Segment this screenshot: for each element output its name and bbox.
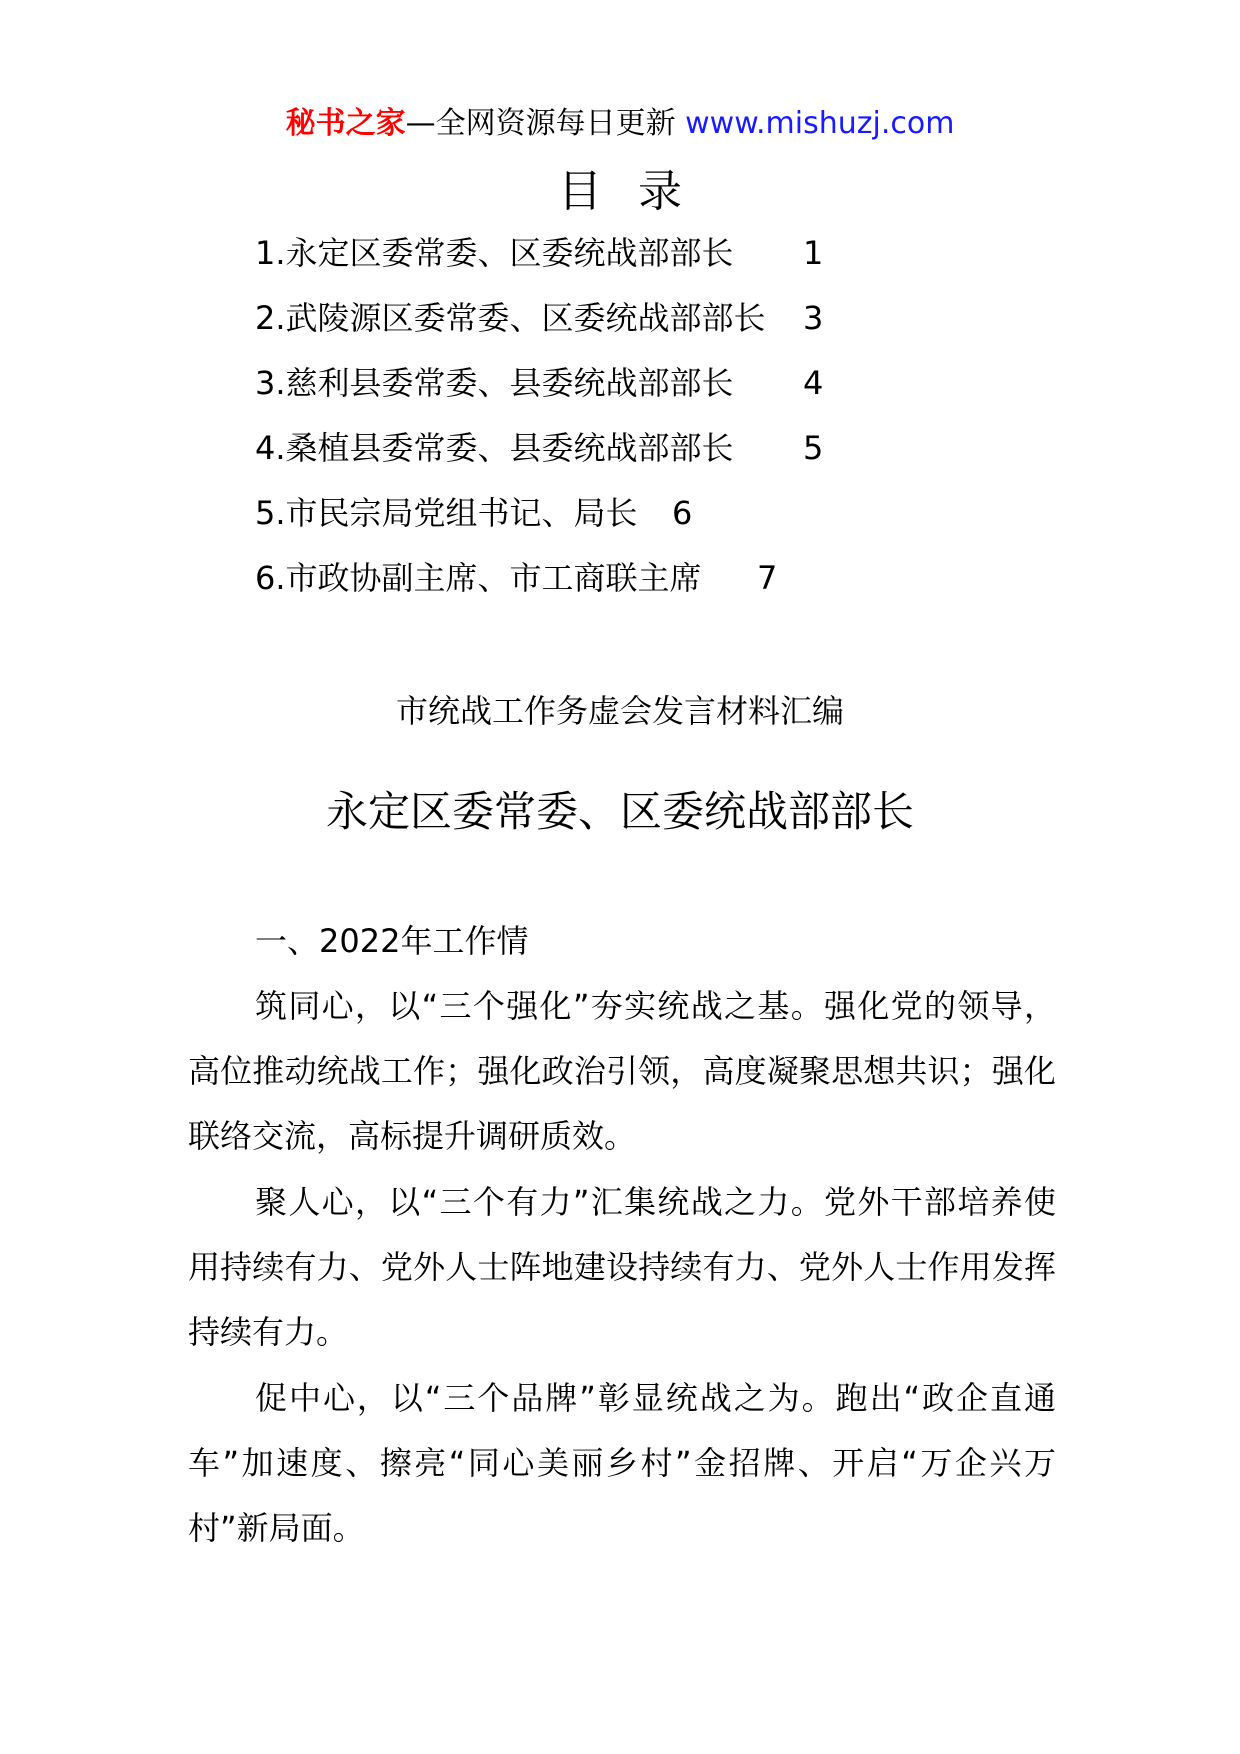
- toc-item-2[interactable]: [255, 293, 1055, 358]
- banner-tagline: —全网资源每日更新: [405, 106, 686, 141]
- toc-item-4[interactable]: [255, 423, 1055, 488]
- toc-item-3[interactable]: [255, 358, 1055, 423]
- toc-item-label: 4.桑植县委常委、县委统战部部长: [255, 429, 734, 467]
- brand-name: 秘书之家: [285, 106, 406, 141]
- toc-item-label: 2.武陵源区委常委、区委统战部部长: [255, 299, 766, 337]
- toc-item-5[interactable]: [255, 488, 1055, 553]
- toc-item-page: 4: [803, 364, 824, 402]
- toc-item-label: 6.市政协副主席、市工商联主席: [255, 559, 702, 597]
- toc-item-page: 5: [803, 429, 824, 467]
- toc-item-page: 7: [757, 559, 778, 597]
- site-url-link[interactable]: www.mishuzj.com: [685, 106, 955, 141]
- body-paragraph-2: 聚人心，以“三个有力”汇集统战之力。党外干部培养使用持续有力、党外人士阵地建设持续有力、党外人士作用发挥持续有力。: [188, 1183, 1056, 1351]
- toc-item-page: 3: [803, 299, 824, 337]
- site-banner: [0, 100, 1240, 148]
- toc-item-label: 1.永定区委常委、区委统战部部长: [255, 234, 734, 272]
- toc-item-6[interactable]: [255, 553, 1055, 618]
- table-of-contents: [255, 228, 1055, 618]
- section-heading: 一、2022年工作情: [255, 922, 529, 960]
- toc-item-1[interactable]: [255, 228, 1055, 293]
- toc-title: 目录: [558, 166, 718, 217]
- document-heading: 永定区委常委、区委统战部部长: [325, 787, 914, 836]
- body-paragraph-1: 筑同心，以“三个强化”夯实统战之基。强化党的领导，高位推动统战工作；强化政治引领，高度凝聚思想共识；强化联络交流，高标提升调研质效。: [188, 987, 1056, 1155]
- toc-item-page: 1: [803, 234, 824, 272]
- toc-item-label: 3.慈利县委常委、县委统战部部长: [255, 364, 734, 402]
- document-subtitle: 市统战工作务虚会发言材料汇编: [395, 692, 844, 730]
- toc-item-page: 6: [672, 494, 693, 532]
- toc-item-label: 5.市民宗局党组书记、局长: [255, 494, 638, 532]
- body-paragraph-3: 促中心，以“三个品牌”彰显统战之为。跑出“政企直通车”加速度、擦亮“同心美丽乡村”金招牌、开启“万企兴万村”新局面。: [188, 1379, 1056, 1547]
